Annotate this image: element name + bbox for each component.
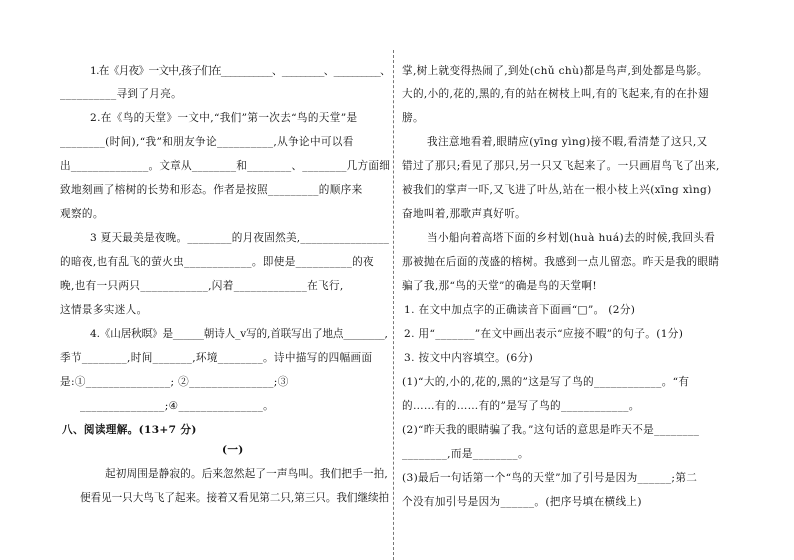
- rq3-1-line-2: 的……有的……有的”是写了鸟的____________。: [402, 400, 640, 412]
- passage-line-9: 奋地叫着,那歌声真好听。: [402, 208, 527, 220]
- rq3-1-line-1: (1)“大的,小的,花的,黑的”这是写了鸟的____________。“有: [402, 376, 690, 388]
- rq3-2-line-1: (2)“昨天我的眼睛骗了我。”这句话的意思是昨天不是________: [402, 424, 700, 436]
- q3-line-1: 3 夏天最美是夜晚。________的月夜固然美,________________: [90, 232, 390, 244]
- q4-line-2: 季节________,时间_______,环境________。诗中描写的四幅画面: [60, 352, 373, 364]
- q2-line-2: ________(时间),“我”和朋友争论__________,从争论中可以看: [60, 136, 354, 148]
- rq3-3-line-1: (3)最后一句话第一个“鸟的天堂”加了引号是因为______;第二: [402, 472, 698, 484]
- q1-line-1: 1.在《月夜》一文中,孩子们在___________、_________、__________、: [90, 65, 391, 77]
- passage-line-10: 当小船向着高塔下面的乡村划(huà huá)去的时候,我回头看: [427, 232, 716, 244]
- q2-line-3: 出______________。文章从________和________、________几方面细: [60, 160, 391, 172]
- q3-line-2: 的暗夜,也有乱飞的萤火虫____________。即使是__________的夜: [60, 256, 374, 268]
- q1-line-2: __________寻到了月亮。: [60, 88, 183, 100]
- rq2-line: 2. 用“_______”在文中画出表示“应接不暇”的句子。(1分): [404, 328, 684, 340]
- q3-line-3: 晚,也有一只两只____________,闪着_____________在飞行,: [60, 280, 344, 292]
- q2-line-1: 2.在《鸟的天堂》一文中,“我们”第一次去“鸟的天堂”是: [90, 112, 358, 124]
- rq1-line: 1. 在文中加点字的正确读音下面画“□”。 (2分): [404, 304, 636, 316]
- passage-line-7: 错过了那只;看见了那只,另一只又飞起来了。一只画眉鸟飞了出来,: [402, 160, 720, 172]
- passage-line-4: 大的,小的,花的,黑的,有的站在树枝上叫,有的飞起来,有的在扑翅: [402, 88, 709, 100]
- q4-line-3: 是:①_______________; ②_______________;③: [60, 376, 289, 388]
- q4-line-4: _______________;④_______________。: [80, 400, 275, 412]
- passage-line-11: 那被抛在后面的茂盛的榕树。我感到一点儿留恋。昨天是我的眼睛: [402, 256, 720, 268]
- passage-line-1: 起初周围是静寂的。后来忽然起了一声鸟叫。我们把手一拍,: [105, 468, 388, 480]
- q3-line-4: 这情景多实迷人。: [60, 304, 148, 316]
- column-divider: [393, 50, 394, 560]
- q2-line-5: 观察的。: [60, 208, 104, 220]
- q2-line-4: 致地刻画了榕树的长势和形态。作者是按照_________的顺序来: [60, 184, 363, 196]
- rq3-3-line-2: 个没有加引号是因为______。(把序号填在横线上): [402, 496, 642, 508]
- rq3-2-line-2: ________,而是________。: [402, 448, 529, 460]
- passage-line-12: 骗了我,那“鸟的天堂”的确是鸟的天堂啊!: [402, 280, 597, 292]
- passage-line-6: 我注意地看着,眼睛应(yīng yìng)接不暇,看清楚了这只,又: [427, 136, 708, 148]
- q4-line-1: 4.《山居秋暝》是______朝诗人_v写的,首联写出了地点________,: [90, 328, 388, 340]
- passage-line-8: 被我们的掌声一吓,又飞进了叶丛,站在一根小枝上兴(xīng xìng): [402, 184, 712, 196]
- passage-line-3: 掌,树上就变得热闹了,到处(chǔ chù)都是鸟声,到处都是鸟影。: [402, 65, 708, 77]
- right-column: [402, 0, 724, 560]
- section-8-heading: 八、阅读理解。(13+7 分): [62, 424, 197, 436]
- passage-line-5: 膀。: [402, 112, 424, 124]
- passage-number: (一): [222, 444, 244, 456]
- rq3-line: 3. 按文中内容填空。(6分): [404, 352, 534, 364]
- passage-line-2: 便看见一只大鸟飞了起来。接着又看见第二只,第三只。我们继续拍: [80, 492, 390, 504]
- left-column: [60, 0, 390, 560]
